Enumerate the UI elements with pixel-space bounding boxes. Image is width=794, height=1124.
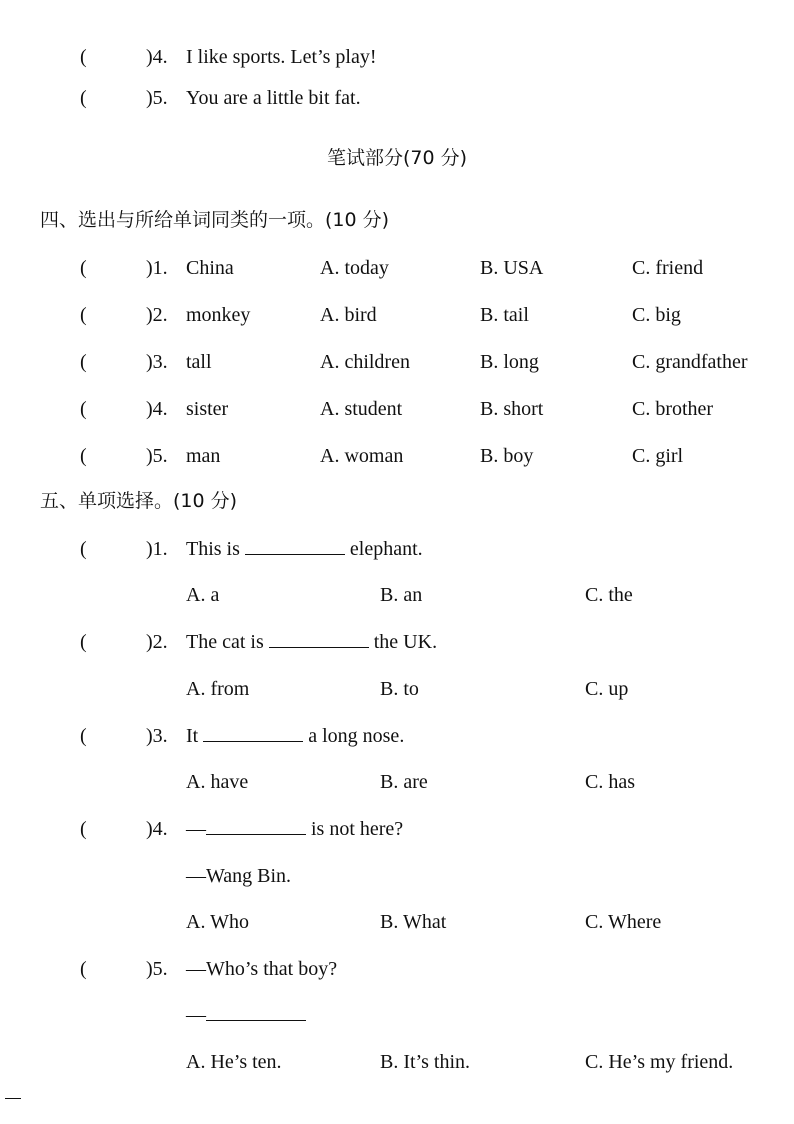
- option-a: A. have: [186, 771, 249, 793]
- given-word: tall: [186, 351, 212, 373]
- stem-after-blank: a long nose.: [308, 725, 405, 747]
- answer-paren[interactable]: (: [80, 538, 87, 560]
- option-c: C. the: [585, 584, 633, 606]
- option-c: C. grandfather: [632, 351, 748, 373]
- given-word: man: [186, 445, 221, 467]
- given-word: monkey: [186, 304, 251, 326]
- stem-after-blank: is not here?: [311, 818, 404, 840]
- answer-blank[interactable]: [206, 816, 306, 835]
- section-5-title: 五、单项选择。(10 分): [40, 490, 238, 512]
- option-c: C. big: [632, 304, 681, 326]
- reply-line: [186, 1001, 306, 1029]
- stem-dash: —: [186, 818, 206, 840]
- question-number: )5.: [146, 958, 168, 980]
- question-number: )5.: [146, 445, 168, 467]
- answer-blank[interactable]: [203, 723, 303, 742]
- given-word: sister: [186, 398, 229, 420]
- question-number: )1.: [146, 538, 168, 560]
- answer-blank[interactable]: [206, 1002, 306, 1021]
- question-number: )4.: [146, 398, 168, 420]
- reply-text: —Wang Bin.: [186, 865, 292, 887]
- option-a: A. student: [320, 398, 403, 420]
- stem-before-blank: This is: [186, 538, 240, 560]
- answer-paren[interactable]: (: [80, 304, 87, 326]
- answer-paren[interactable]: (: [80, 398, 87, 420]
- question-stem: [186, 722, 404, 750]
- question-number: )2.: [146, 304, 168, 326]
- answer-paren[interactable]: (: [80, 958, 87, 980]
- option-b: B. tail: [480, 304, 529, 326]
- answer-paren[interactable]: (: [80, 818, 87, 840]
- option-a: A. He’s ten.: [186, 1051, 282, 1073]
- question-number: )2.: [146, 631, 168, 653]
- option-b: B. to: [380, 678, 419, 700]
- option-c: C. He’s my friend.: [585, 1051, 734, 1073]
- option-b: B. It’s thin.: [380, 1051, 471, 1073]
- answer-blank[interactable]: [269, 629, 369, 648]
- option-b: B. are: [380, 771, 428, 793]
- option-c: C. friend: [632, 257, 704, 279]
- option-a: A. from: [186, 678, 250, 700]
- option-a: A. a: [186, 584, 220, 606]
- option-a: A. woman: [320, 445, 404, 467]
- answer-paren[interactable]: (: [80, 445, 87, 467]
- question-stem: [186, 815, 403, 843]
- option-a: A. today: [320, 257, 389, 279]
- option-a: A. Who: [186, 911, 249, 933]
- answer-paren[interactable]: (: [80, 46, 87, 68]
- option-b: B. USA: [480, 257, 544, 279]
- option-c: C. brother: [632, 398, 714, 420]
- option-b: B. boy: [480, 445, 534, 467]
- option-b: B. short: [480, 398, 544, 420]
- stem-after-blank: the UK.: [373, 631, 438, 653]
- stem-before-blank: It: [186, 725, 199, 747]
- answer-paren[interactable]: (: [80, 257, 87, 279]
- option-b: B. long: [480, 351, 539, 373]
- option-a: A. bird: [320, 304, 377, 326]
- question-number: )5.: [146, 87, 168, 109]
- option-c: C. girl: [632, 445, 684, 467]
- answer-paren[interactable]: (: [80, 631, 87, 653]
- option-c: C. up: [585, 678, 629, 700]
- option-b: B. What: [380, 911, 447, 933]
- page-edge-mark: [5, 1098, 21, 1099]
- stem-before-blank: The cat is: [186, 631, 264, 653]
- question-number: )1.: [146, 257, 168, 279]
- question-number: )4.: [146, 818, 168, 840]
- question-number: )3.: [146, 351, 168, 373]
- answer-paren[interactable]: (: [80, 87, 87, 109]
- question-text: I like sports. Let’s play!: [186, 46, 377, 68]
- question-number: )3.: [146, 725, 168, 747]
- question-stem: —Who’s that boy?: [186, 958, 338, 980]
- answer-paren[interactable]: (: [80, 725, 87, 747]
- reply-dash: —: [186, 1004, 206, 1026]
- option-a: A. children: [320, 351, 410, 373]
- question-stem: [186, 535, 423, 563]
- question-stem: [186, 628, 437, 656]
- question-number: )4.: [146, 46, 168, 68]
- option-c: C. Where: [585, 911, 662, 933]
- answer-blank[interactable]: [245, 536, 345, 555]
- option-c: C. has: [585, 771, 635, 793]
- stem-after-blank: elephant.: [349, 538, 423, 560]
- section-4-title: 四、选出与所给单词同类的一项。(10 分): [40, 209, 390, 231]
- given-word: China: [186, 257, 234, 279]
- option-b: B. an: [380, 584, 423, 606]
- answer-paren[interactable]: (: [80, 351, 87, 373]
- question-text: You are a little bit fat.: [186, 87, 361, 109]
- written-part-title: 笔试部分(70 分): [326, 147, 468, 169]
